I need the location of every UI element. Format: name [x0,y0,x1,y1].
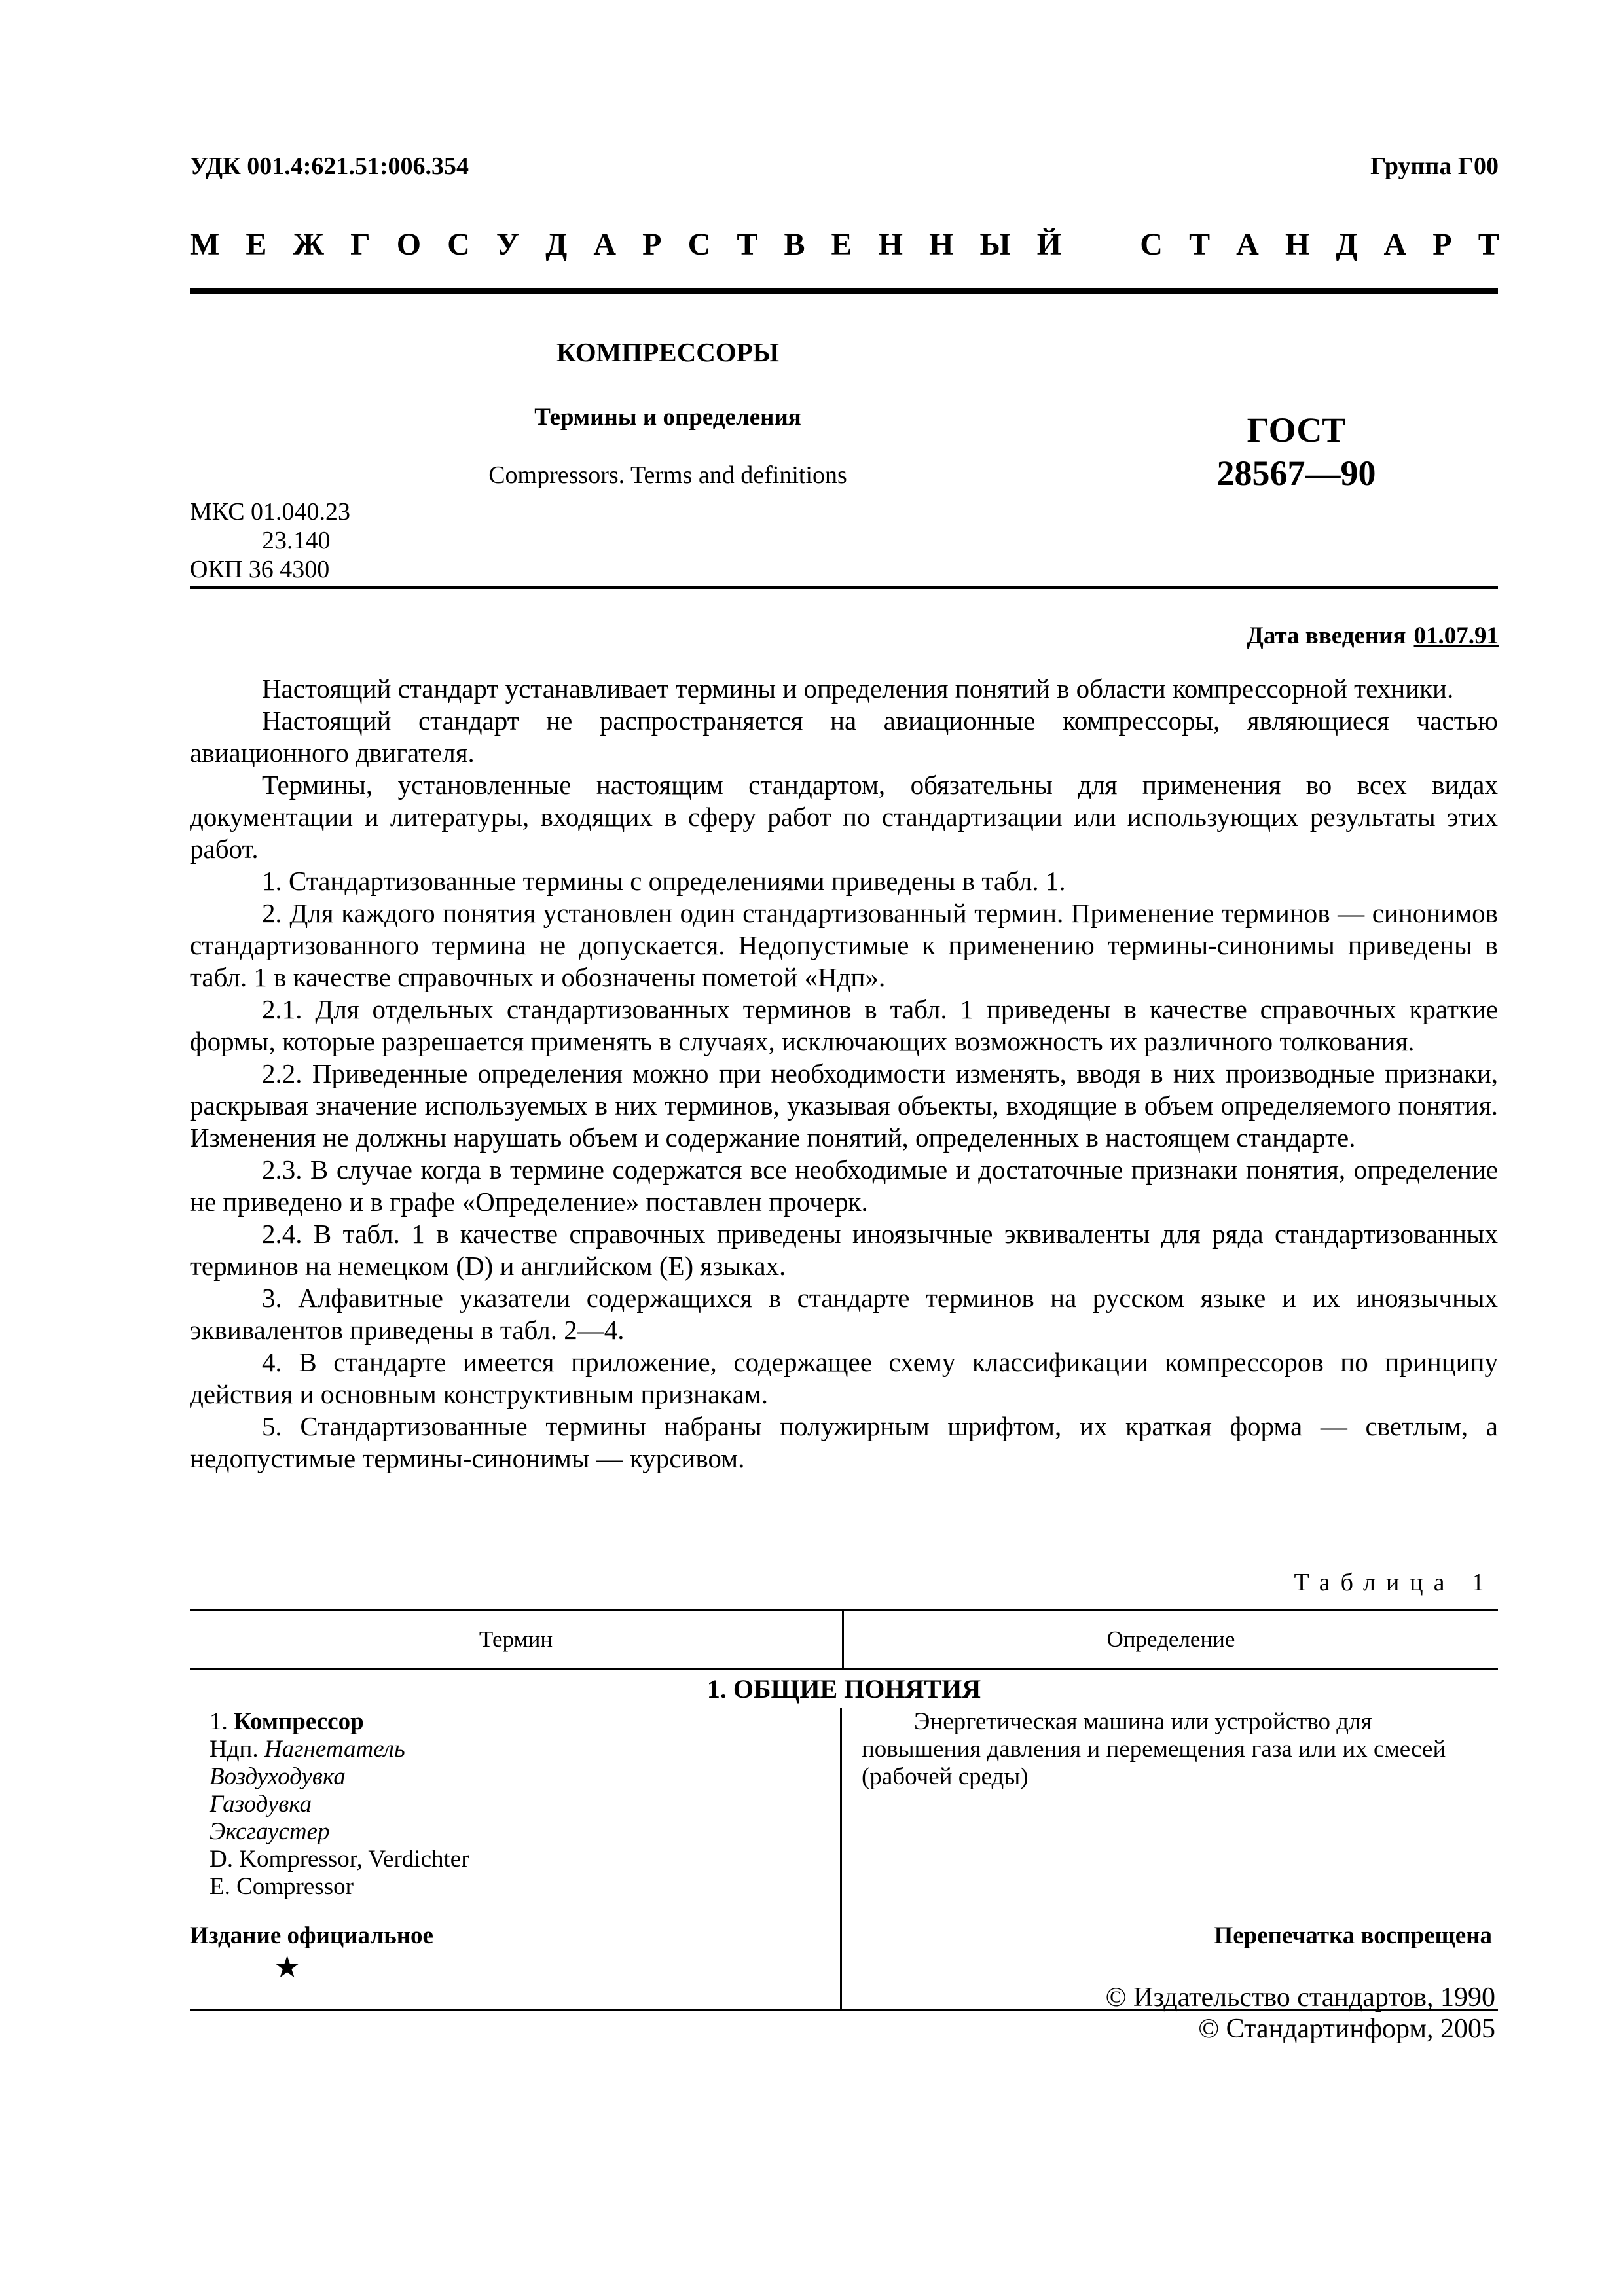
term-number: 1. [210,1708,228,1735]
classification-codes [190,497,350,584]
banner-letter: Р [642,227,662,262]
terms-table [190,1609,1498,2011]
standard-banner [190,226,1499,263]
banner-letter: Е [831,227,852,262]
banner-letter: Т [737,227,758,262]
banner-letter: С [447,227,470,262]
term-line [210,1708,840,1736]
banner-letter: Ы [979,227,1011,262]
paragraph: 2.1. Для отдельных стандартизованных терминов в табл. 1 приведены в качестве справочных краткие формы, которые разрешается применять в случаях, исключающих возможность их различного толкования. [190,994,1498,1056]
paragraph: 4. В стандарте имеется приложение, содержащее схему классификации компрессоров по принципу действия и основным конструктивным признакам. [190,1347,1498,1409]
banner-letter: М [190,227,220,262]
banner-letter: Г [350,227,371,262]
banner-letter: Т [1478,227,1499,262]
banner-letter: О [396,227,422,262]
english-equivalent: E. Compressor [210,1873,354,1900]
paragraph: 2.4. В табл. 1 в качестве справочных приведены иноязычные эквиваленты для ряда стандартизованных терминов на немецком (D) и английском (E) языках. [190,1219,1498,1281]
column-header-term: Термин [190,1611,844,1668]
banner-letter: Н [929,227,954,262]
synonym-line [210,1736,840,1763]
synonym: Воздуходувка [210,1763,346,1790]
banner-gap [1087,226,1114,263]
paragraph: Настоящий стандарт не распространяется на авиационные компрессоры, являющиеся частью авиационного двигателя. [190,706,1498,768]
official-edition: Издание официальное [190,1922,433,1949]
definition-text: Энергетическая машина или устройство для повышения давления и перемещения газа или их смесей (рабочей среды) [862,1708,1446,1790]
column-header-definition: Определение [1106,1626,1235,1652]
synonym: Эксгаустер [210,1818,330,1845]
header-rule [190,288,1498,294]
table-label: Таблица 1 [1294,1569,1495,1596]
definition-cell [842,1708,1498,2009]
english-title: Compressors. Terms and definitions [488,461,847,489]
term-name: Компрессор [234,1708,364,1735]
body-text [190,673,1498,1475]
copyright-2005: © Стандартинформ, 2005 [1198,2014,1495,2044]
okp-code: ОКП 36 4300 [190,556,330,583]
mks-code: МКС 01.040.23 [190,498,351,526]
group-code: Группа Г00 [1370,152,1499,180]
paragraph: 1. Стандартизованные термины с определениями приведены в табл. 1. [262,866,1066,896]
mks-code-2: 23.140 [262,527,331,554]
ndp-prefix: Ндп. [210,1736,259,1763]
table-header [190,1611,1498,1670]
gost-designation [1178,408,1414,495]
banner-letter: С [1140,227,1163,262]
intro-date-label: Дата введения [1247,622,1406,649]
table-row [190,1708,1498,2011]
document-title: КОМПРЕССОРЫ [556,337,779,367]
paragraph: 5. Стандартизованные термины набраны полужирным шрифтом, их краткая форма — светлым, а недопустимые термины-синонимы — курсивом. [190,1411,1498,1473]
paragraph: Настоящий стандарт устанавливает термины и определения понятий в области компрессорной техники. [262,673,1454,704]
banner-letter: А [593,227,617,262]
gost-label: ГОСТ [1247,410,1346,450]
banner-letter: Й [1036,227,1062,262]
star-icon: ★ [274,1950,301,1984]
paragraph: 2. Для каждого понятия установлен один стандартизованный термин. Применение терминов — синонимов стандартизованного термина не допускается. Недопустимые к применению термины-синонимы приведены в табл. 1 в качестве справочных и обозначены пометой «Ндп». [190,898,1498,992]
banner-letter: Р [1432,227,1452,262]
banner-letter: Ж [293,227,324,262]
copyright-block [1106,1982,1495,2045]
paragraph: 2.3. В случае когда в термине содержатся все необходимые и достаточные признаки понятия, определение не приведено и в графе «Определение» поставлен прочерк. [190,1155,1498,1217]
document-subtitle: Термины и определения [534,404,801,431]
paragraph: Термины, установленные настоящим стандартом, обязательны для применения во всех видах документации и литературы, входящих в сферу работ по стандартизации или использующих результаты этих работ. [190,770,1498,864]
banner-letter: Е [246,227,267,262]
banner-letter: Н [878,227,903,262]
banner-letter: Д [1336,227,1358,262]
banner-letter: А [1383,227,1407,262]
udk-code: УДК 001.4:621.51:006.354 [190,152,469,180]
paragraph: 2.2. Приведенные определения можно при необходимости изменять, вводя в них производные признаки, раскрывая значение используемых в них терминов, указывая объекты, входящие в объем определяемого понятия. Изменения не должны нарушать объем и содержание понятий, определенных в настоящем стандарте. [190,1058,1498,1153]
synonym: Газодувка [210,1791,312,1818]
banner-letter: Д [545,227,568,262]
paragraph: 3. Алфавитные указатели содержащихся в стандарте терминов на русском языке и их иноязычных эквивалентов приведены в табл. 2—4. [190,1283,1498,1345]
gost-number: 28567—90 [1216,454,1376,493]
banner-letter: Н [1285,227,1310,262]
title-rule [190,586,1498,589]
german-equivalent: D. Kompressor, Verdichter [210,1846,469,1873]
reprint-prohibited: Перепечатка воспрещена [1214,1922,1492,1949]
intro-date [1247,622,1499,650]
banner-letter: А [1236,227,1259,262]
banner-letter: С [687,227,711,262]
banner-letter: Т [1189,227,1211,262]
intro-date-value: 01.07.91 [1413,622,1499,649]
copyright-1990: © Издательство стандартов, 1990 [1105,1982,1495,2013]
banner-letter: В [784,227,805,262]
section-heading: 1. ОБЩИЕ ПОНЯТИЯ [706,1674,981,1704]
synonym: Нагнетатель [264,1736,405,1763]
banner-letter: У [496,227,520,262]
